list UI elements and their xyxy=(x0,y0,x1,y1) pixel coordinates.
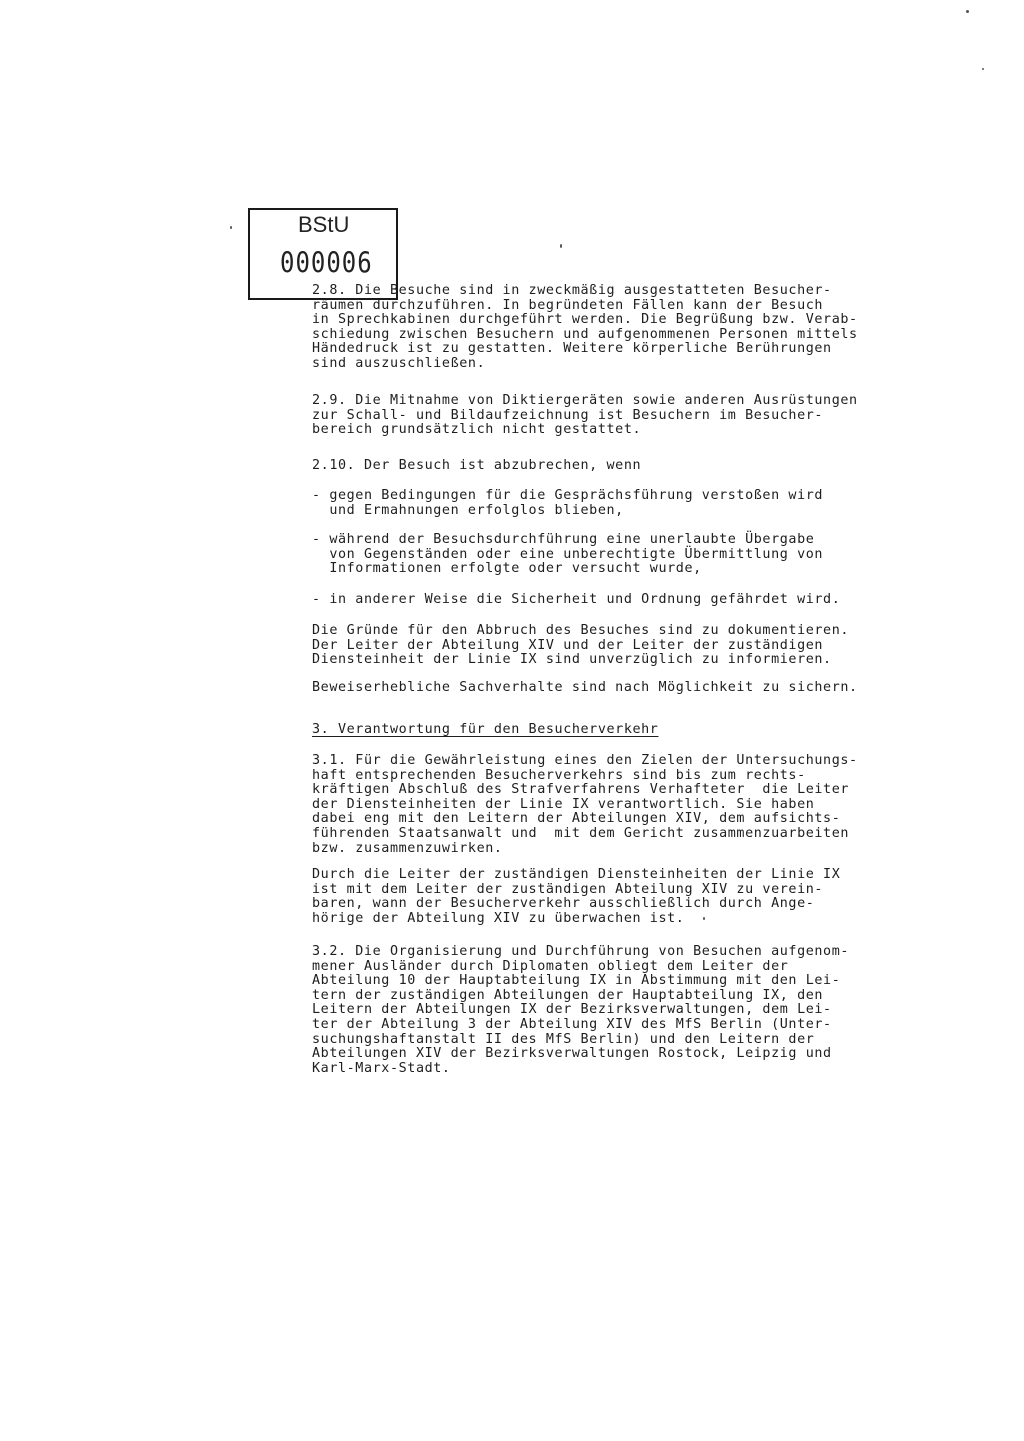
scan-speck xyxy=(966,10,969,13)
list-item: - gegen Bedingungen für die Gesprächsführung verstoßen wird und Ermahnungen erfolglos blieben, xyxy=(312,488,824,518)
section-3-1: 3.1. Für die Gewährleistung eines den Zielen der Untersuchungs- haft entsprechenden Besucherverkehrs sind bis zum rechts- kräftigen Abschluß des Strafverfahrens Verhafteter die Leiter der Diensteinheiten der Linie IX verantwortlich. Sie haben dabei eng mit den Leitern der Abteilungen XIV, dem aufsichts- führenden Staatsanwalt und mit dem Gericht zusammenzuarbeiten bzw. zusammenzuwirken. xyxy=(312,753,858,856)
list-item: - in anderer Weise die Sicherheit und Ordnung gefährdet wird. xyxy=(312,592,841,607)
section-3-heading: 3. Verantwortung für den Besucherverkehr xyxy=(312,722,659,737)
section-2-10-evidence: Beweiserhebliche Sachverhalte sind nach Möglichkeit zu sichern. xyxy=(312,680,858,695)
scan-speck xyxy=(230,226,232,229)
section-3-2: 3.2. Die Organisierung und Durchführung von Besuchen aufgenom- mener Ausländer durch Diplomaten obliegt dem Leiter der Abteilung 10 der Hauptabteilung IX in Abstimmung mit den Lei- tern der zuständigen Abteilungen der Hauptabteilung IX, den Leitern der Abteilungen IX der Bezirksverwaltungen, dem Lei- ter der Abteilung 3 der Abteilung XIV des MfS Berlin (Unter- suchungshaftanstalt II des MfS Berlin) und den Leitern der Abteilungen XIV der Bezirksverwaltungen Rostock, Leipzig und Karl-Marx-Stadt. xyxy=(312,944,850,1076)
section-2-10-intro: 2.10. Der Besuch ist abzubrechen, wenn xyxy=(312,458,642,473)
stamp-label: BStU xyxy=(298,212,350,237)
scan-speck xyxy=(560,244,562,248)
stamp-number: 000006 xyxy=(280,246,373,280)
section-3-1-paragraph-2: Durch die Leiter der zuständigen Diensteinheiten der Linie IX ist mit dem Leiter der zuständigen Abteilung XIV zu verein- baren, wann der Besucherverkehr ausschließlich durch Ange- hörige der Abteilung XIV zu überwachen ist. xyxy=(312,867,841,926)
section-2-9: 2.9. Die Mitnahme von Diktiergeräten sowie anderen Ausrüstungen zur Schall- und Bildaufzeichnung ist Besuchern im Besucher- bereich grundsätzlich nicht gestattet. xyxy=(312,393,858,438)
list-item: - während der Besuchsdurchführung eine unerlaubte Übergabe von Gegenständen oder eine unberechtigte Übermittlung von Informationen erfolgte oder versucht wurde, xyxy=(312,532,824,577)
scan-speck xyxy=(982,68,984,70)
section-2-10-reasons: Die Gründe für den Abbruch des Besuches sind zu dokumentieren. Der Leiter der Abteilung XIV und der Leiter der zuständigen Diensteinheit der Linie IX sind unverzüglich zu informieren. xyxy=(312,623,850,668)
section-2-8: 2.8. Die Besuche sind in zweckmäßig ausgestatteten Besucher- räumen durchzuführen. In begründeten Fällen kann der Besuch in Sprechkabinen durchgeführt werden. Die Begrüßung bzw. Verab- schiedung zwischen Besuchern und aufgenommenen Personen mittels Händedruck ist zu gestatten. Weitere körperliche Berührungen sind auszuschließen. xyxy=(312,283,858,371)
scan-speck xyxy=(703,917,705,920)
